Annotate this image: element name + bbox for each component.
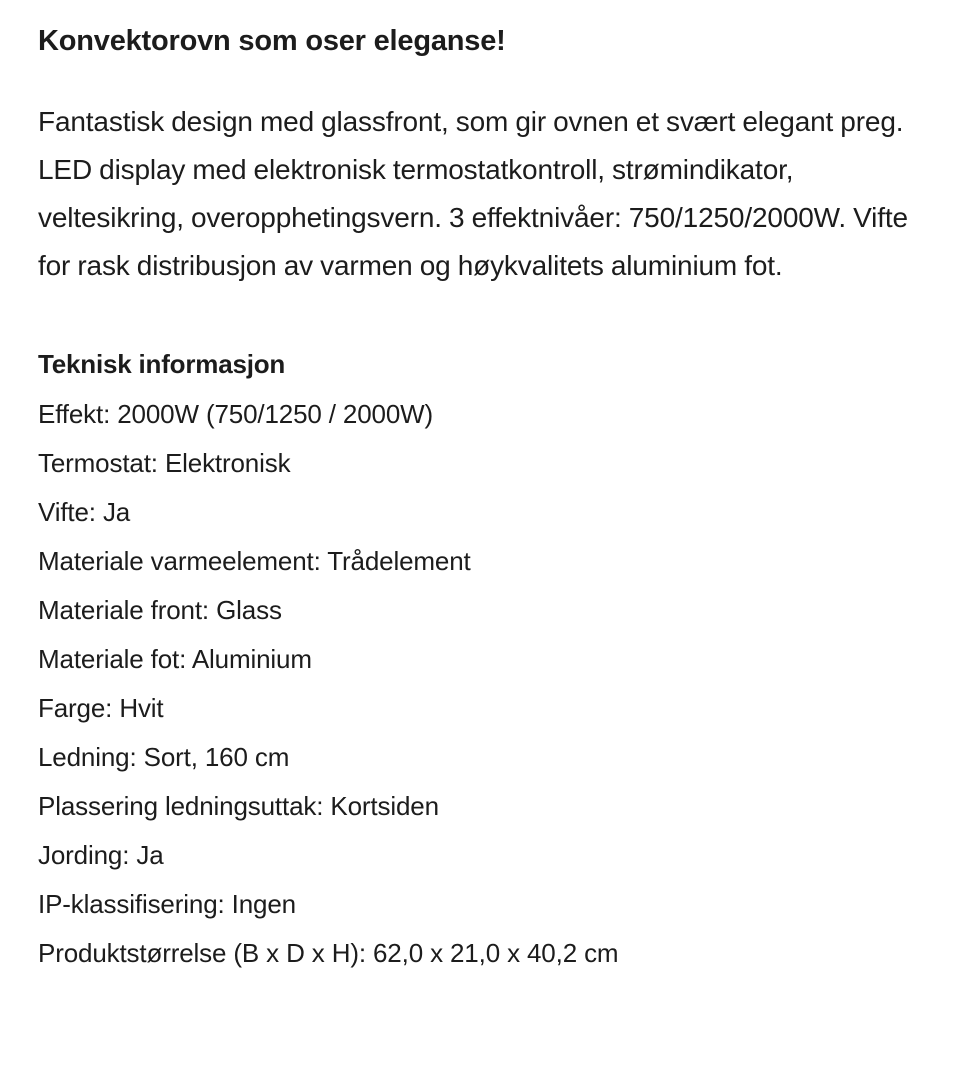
specification-list — [38, 386, 922, 978]
spec-item-termostat: Termostat: Elektronisk — [38, 448, 291, 478]
intro-paragraph: Fantastisk design med glassfront, som gir ovnen et svært elegant preg. LED display med elektronisk termostatkontroll, strømindikator, veltesikring, overopphetingsvern. 3 effektnivåer: 750/1250/2000W. Vifte for rask distribusjon av varmen og høykvalitets aluminium fot. — [38, 106, 908, 281]
spec-item-plassering-ledningsuttak: Plassering ledningsuttak: Kortsiden — [38, 791, 439, 821]
spec-item-materiale-front: Materiale front: Glass — [38, 595, 282, 625]
technical-information-section — [38, 290, 922, 978]
spec-item-vifte: Vifte: Ja — [38, 497, 131, 527]
page-title: Konvektorovn som oser eleganse! — [38, 25, 506, 57]
spec-item-jording: Jording: Ja — [38, 840, 164, 870]
technical-information-heading: Teknisk informasjon — [38, 349, 286, 379]
spec-item-ledning: Ledning: Sort, 160 cm — [38, 742, 290, 772]
spec-item-produktstorrelse: Produktstørrelse (B x D x H): 62,0 x 21,0 x 40,2 cm — [38, 938, 619, 968]
spec-item-materiale-fot: Materiale fot: Aluminium — [38, 644, 312, 674]
spec-item-ip-klassifisering: IP-klassifisering: Ingen — [38, 889, 296, 919]
spec-item-farge: Farge: Hvit — [38, 693, 164, 723]
spec-item-materiale-varmeelement: Materiale varmeelement: Trådelement — [38, 546, 471, 576]
spec-item-effekt: Effekt: 2000W (750/1250 / 2000W) — [38, 399, 434, 429]
